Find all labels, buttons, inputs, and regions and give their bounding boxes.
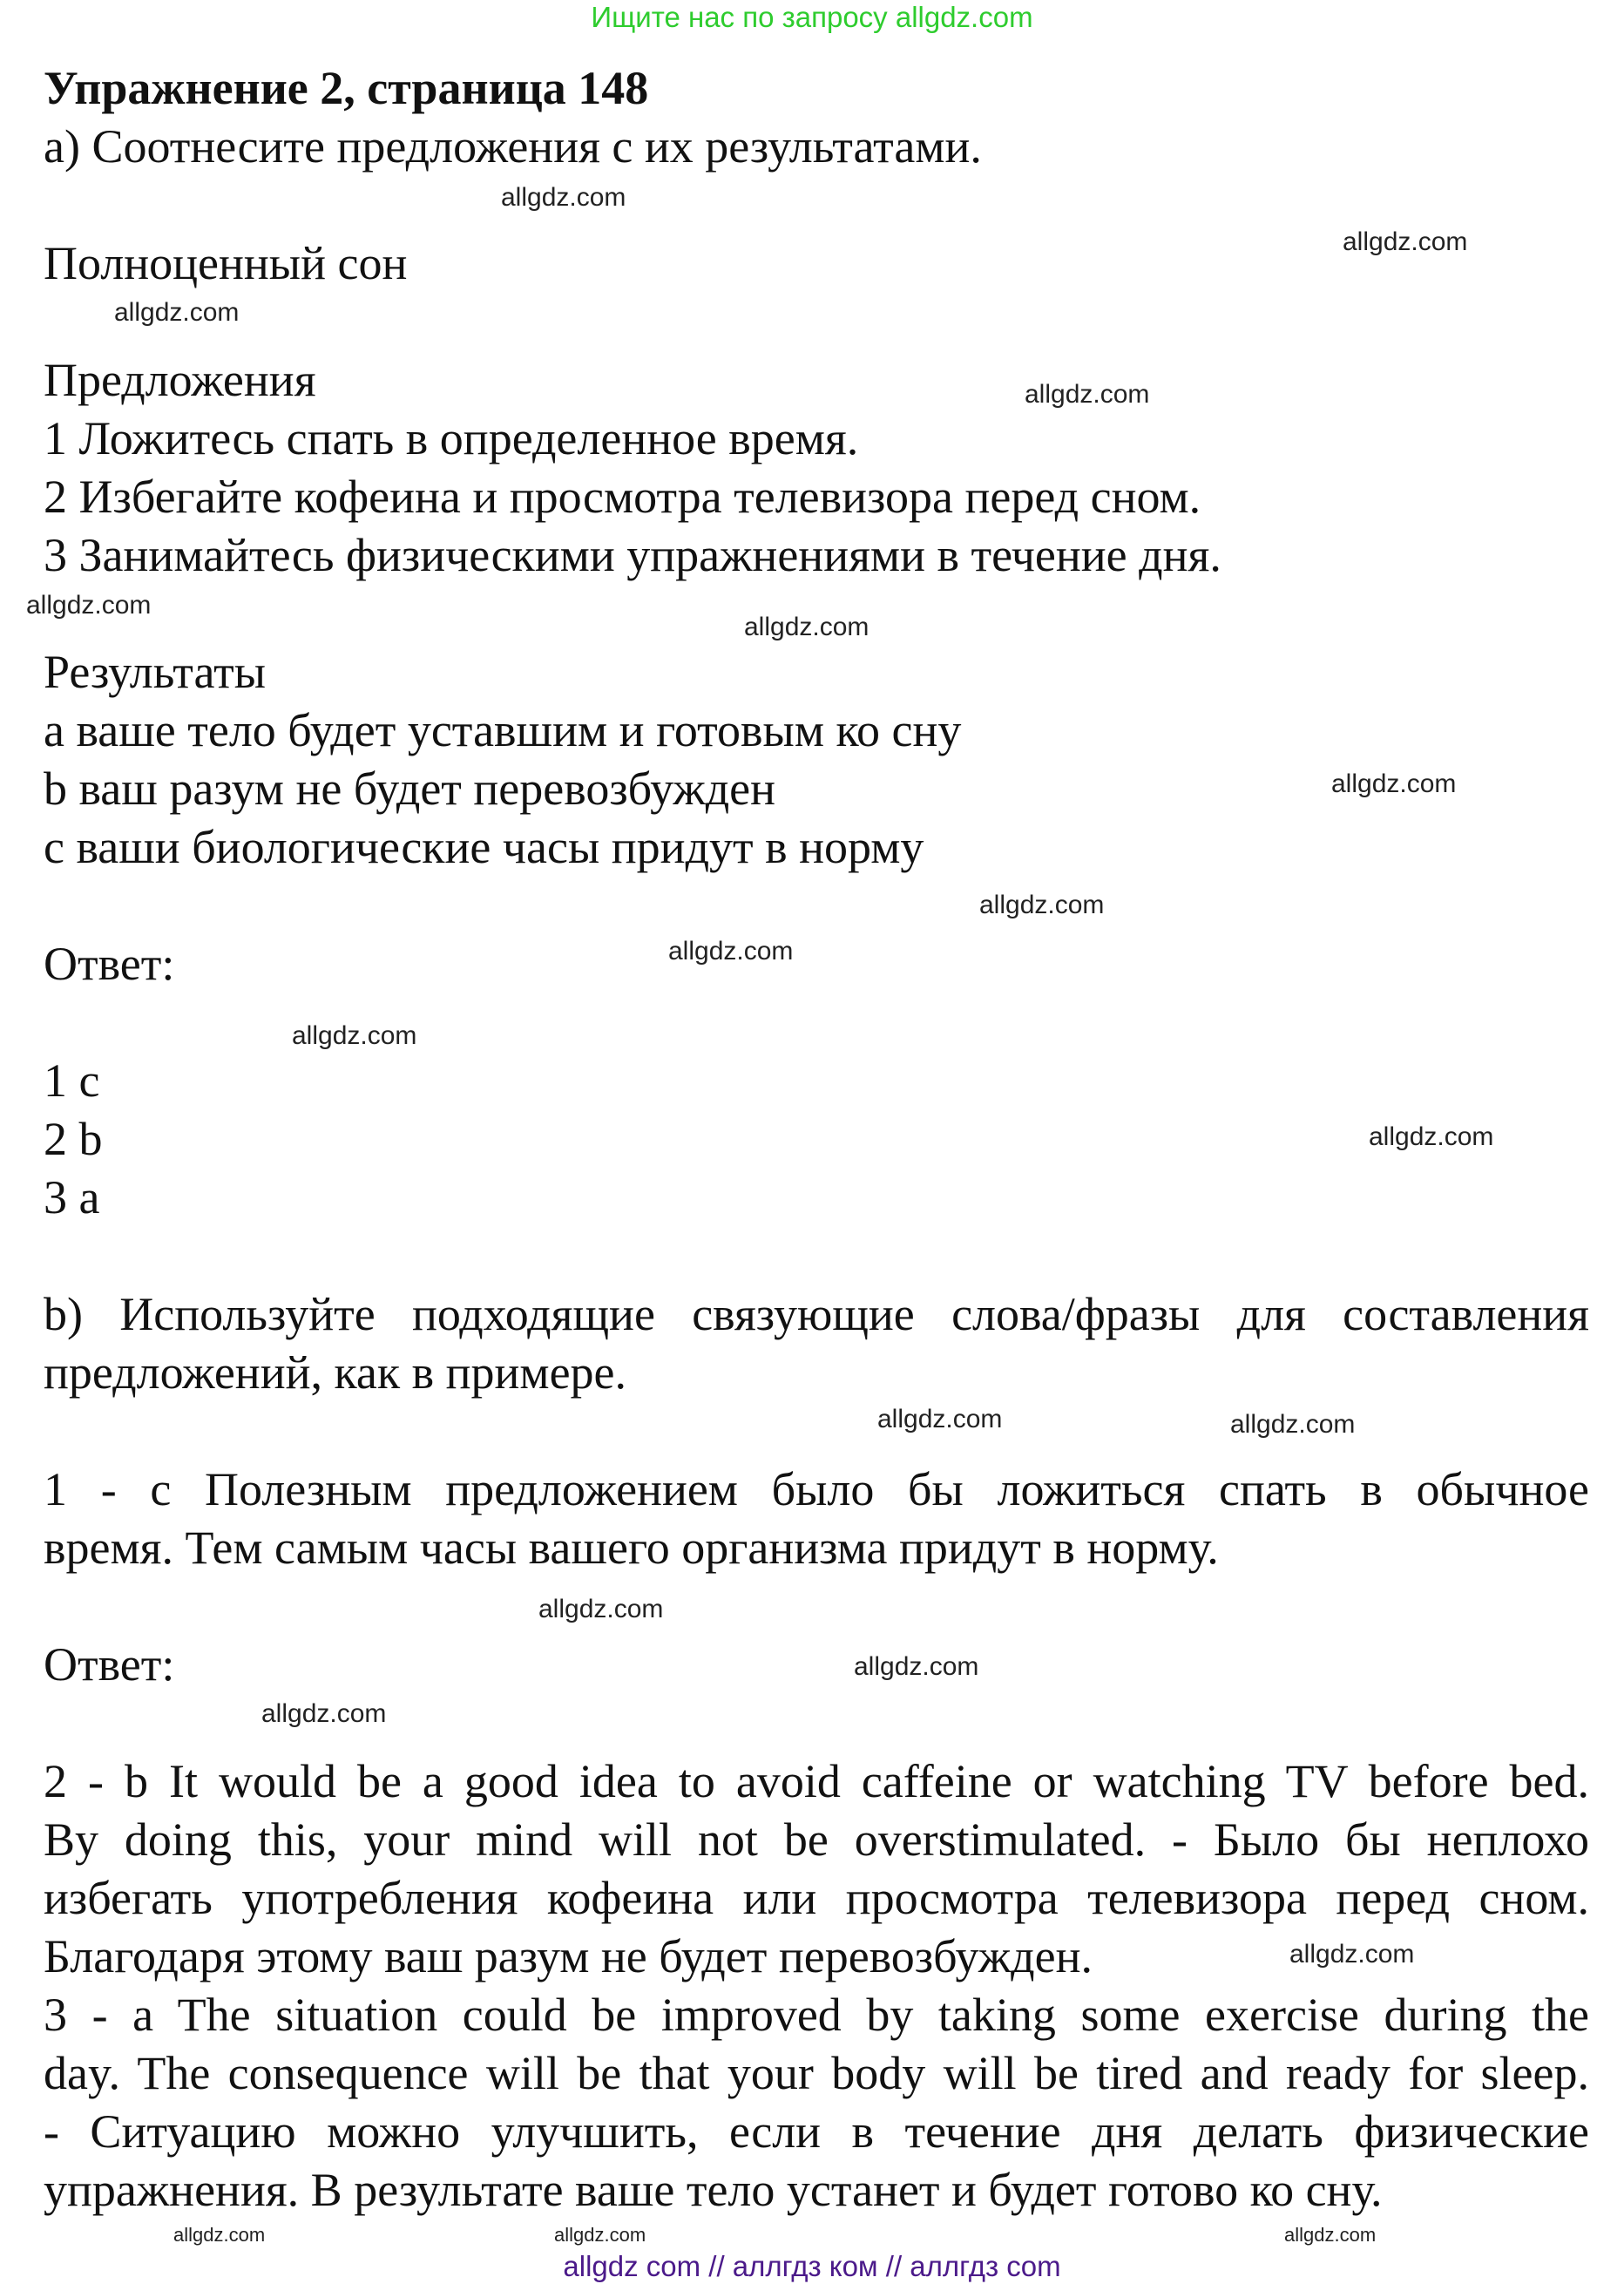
watermark-text: allgdz.com [744,613,870,641]
text-line: Предложения [44,354,316,406]
watermark-text: allgdz.com [26,591,152,620]
watermark-text: allgdz.com [1289,1940,1415,1969]
text-line: предложений, как в примере. [44,1346,627,1399]
watermark-text: allgdz.com [854,1652,979,1681]
text-line: b ваш разум не будет перевозбужден [44,762,776,815]
watermark-text: allgdz.com [173,2224,266,2246]
text-line: 1 Ложитесь спать в определенное время. [44,412,859,464]
text-line: Благодаря этому ваш разум не будет перевозбужден. [44,1930,1093,1982]
watermark-text: allgdz.com [1284,2224,1377,2246]
watermark-text: allgdz.com [538,1595,664,1623]
text-line: избегать употребления кофеина или просмотра телевизора перед сном. [44,1872,1589,1924]
text-line: Полноценный сон [44,237,408,289]
header-search-link[interactable]: Ищите нас по запросу allgdz.com [591,1,1033,33]
text-line: 2 Избегайте кофеина и просмотра телевизора перед сном. [44,471,1201,523]
watermark-text: allgdz.com [1025,380,1150,409]
page-title: Упражнение 2, страница 148 [44,62,649,114]
text-line: 1 - c Полезным предложением было бы ложиться спать в обычное [44,1463,1589,1515]
watermark-text: allgdz.com [1343,227,1468,256]
text-line: Результаты [44,646,266,698]
text-line: Ответ: [44,1638,175,1691]
text-line: 1 c [44,1054,100,1107]
text-line: а) Соотнесите предложения с их результатами. [44,120,982,173]
watermark-text: allgdz.com [1331,769,1457,798]
text-line: a ваше тело будет уставшим и готовым ко сну [44,704,962,756]
watermark-text: allgdz.com [114,298,240,327]
watermark-text: allgdz.com [877,1405,1003,1433]
watermark-text: allgdz.com [1369,1122,1494,1151]
watermark-text: allgdz.com [292,1021,417,1050]
text-line: By doing this, your mind will not be overstimulated. - Было бы неплохо [44,1813,1589,1866]
text-line: упражнения. В результате ваше тело устанет и будет готово ко сну. [44,2164,1383,2216]
text-line: day. The consequence will be that your body will be tired and ready for sleep. [44,2047,1589,2099]
text-line: время. Тем самым часы вашего организма придут в норму. [44,1522,1219,1574]
text-line: b) Используйте подходящие связующие слова/фразы для составления [44,1288,1589,1340]
watermark-text: allgdz.com [1230,1410,1356,1439]
text-line: - Ситуацию можно улучшить, если в течение дня делать физические [44,2105,1589,2158]
text-line: 2 b [44,1113,103,1165]
footer-text: allgdz com // аллгдз ком // аллгдз com [563,2250,1061,2282]
text-line: 3 a [44,1171,100,1223]
text-line: 3 Занимайтесь физическими упражнениями в течение дня. [44,529,1221,581]
watermark-text: allgdz.com [554,2224,646,2246]
watermark-text: allgdz.com [668,937,794,966]
text-line: Ответ: [44,938,175,990]
text-line: 3 - a The situation could be improved by taking some exercise during the [44,1989,1589,2041]
watermark-text: allgdz.com [261,1699,387,1728]
text-line: 2 - b It would be a good idea to avoid caffeine or watching TV before bed. [44,1755,1589,1807]
watermark-text: allgdz.com [979,891,1105,919]
text-line: c ваши биологические часы придут в норму [44,821,924,873]
watermark-text: allgdz.com [501,183,626,212]
